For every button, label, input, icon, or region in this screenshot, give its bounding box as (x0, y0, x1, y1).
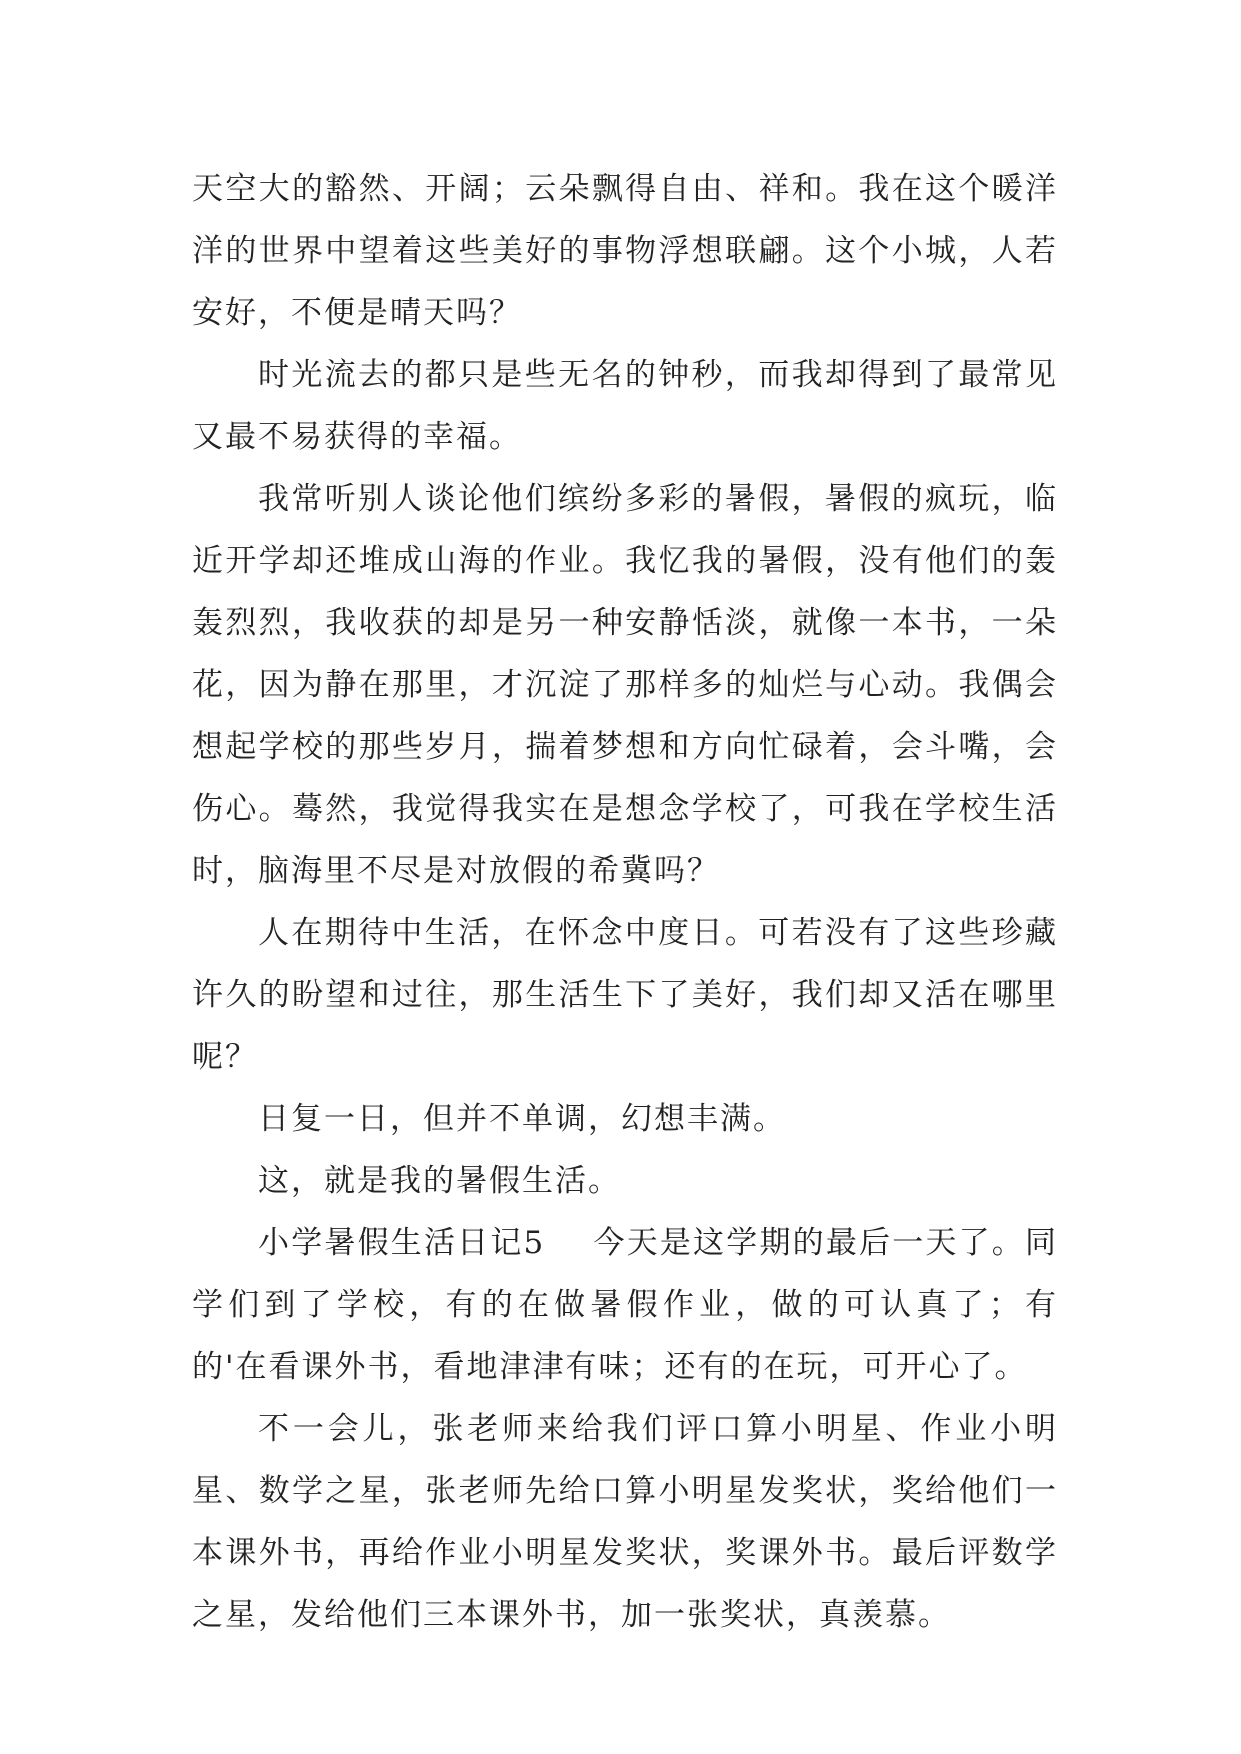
diary-paragraph (192, 1212, 1058, 1398)
paragraph: 我常听别人谈论他们缤纷多彩的暑假，暑假的疯玩，临近开学却还堆成山海的作业。我忆我的暑假，没有他们的轰轰烈烈，我收获的却是另一种安静恬淡，就像一本书，一朵花，因为静在那里，才沉淀了那样多的灿烂与心动。我偶会想起学校的那些岁月，揣着梦想和方向忙碌着，会斗嘴，会伤心。蓦然，我觉得我实在是想念学校了，可我在学校生活时，脑海里不尽是对放假的希冀吗？ (192, 481, 1058, 889)
paragraph: 这，就是我的暑假生活。 (258, 1163, 621, 1199)
diary-first-text: 今天是这学期的最后一天了。同学们到了学校，有的在做暑假作业，做的可认真了；有的'在看课外书，看地津津有味；还有的在玩，可开心了。 (192, 1225, 1058, 1385)
paragraph: 人在期待中生活，在怀念中度日。可若没有了这些珍藏许久的盼望和过往，那生活生下了美好，我们却又活在哪里呢？ (192, 915, 1058, 1075)
paragraph: 天空大的豁然、开阔；云朵飘得自由、祥和。我在这个暖洋洋的世界中望着这些美好的事物浮想联翩。这个小城，人若安好，不便是晴天吗？ (192, 171, 1058, 331)
paragraph: 不一会儿，张老师来给我们评口算小明星、作业小明星、数学之星，张老师先给口算小明星发奖状，奖给他们一本课外书，再给作业小明星发奖状，奖课外书。最后评数学之星，发给他们三本课外书，加一张奖状，真羡慕。 (192, 1411, 1058, 1633)
diary-heading: 小学暑假生活日记5 (258, 1225, 546, 1261)
document-body (192, 158, 1058, 1646)
paragraph: 日复一日，但并不单调，幻想丰满。 (258, 1101, 786, 1137)
paragraph: 时光流去的都只是些无名的钟秒，而我却得到了最常见又最不易获得的幸福。 (192, 357, 1058, 455)
